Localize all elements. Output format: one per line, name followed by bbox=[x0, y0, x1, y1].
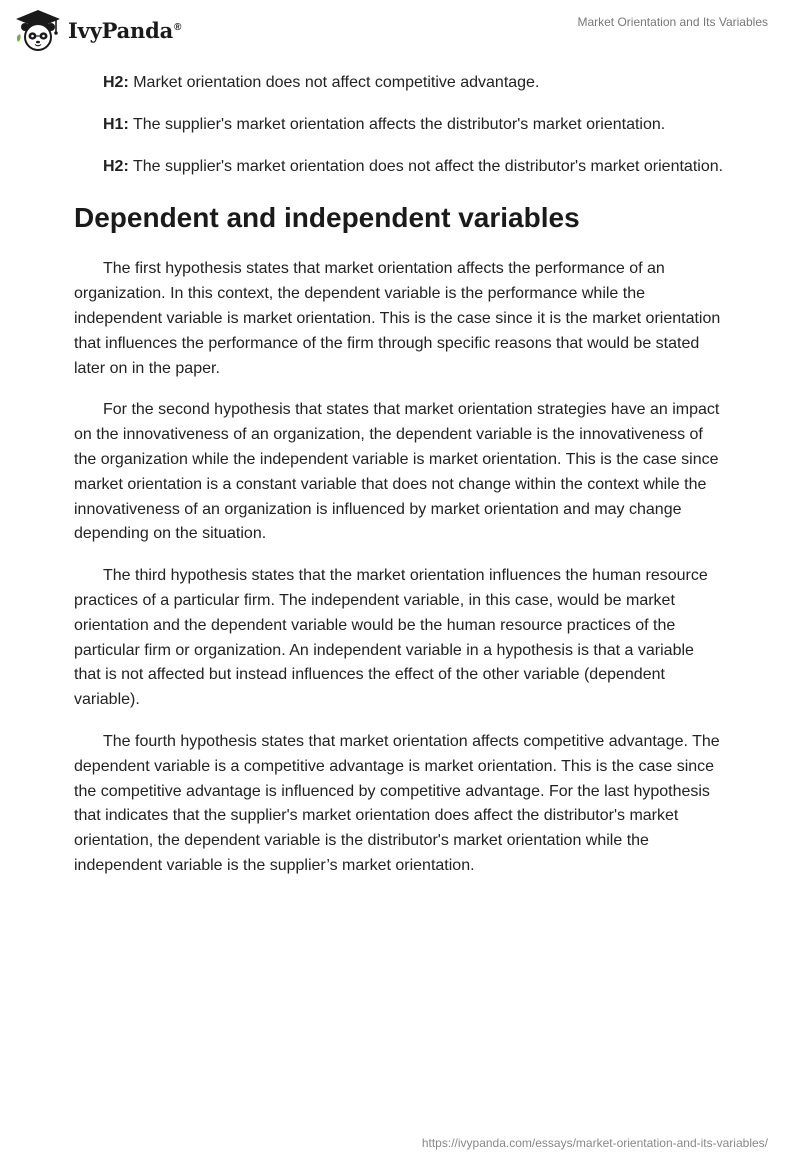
essay-content bbox=[74, 71, 724, 896]
hypothesis-label: H1: bbox=[103, 115, 129, 133]
body-paragraph: The fourth hypothesis states that market orientation affects competitive advantage. The dependent variable is a competitive advantage is market orientation. This is the case since the competitive advantage is influenced by competitive advantage. For the last hypothesis that indicates that the supplier's market orientation does affect the distributor's market orientation, the dependent variable is the distributor's market orientation while the independent variable is the supplier’s market orientation. bbox=[74, 732, 720, 874]
section-heading: Dependent and independent variables bbox=[74, 202, 580, 234]
hypothesis-line bbox=[74, 113, 724, 138]
registered-mark: ® bbox=[174, 21, 182, 33]
body-paragraph: The third hypothesis states that the market orientation influences the human resource practices of a particular firm. The independent variable, in this case, would be market orientation and the dependent variable would be the human resource practices of the particular firm or organization. An independent variable in a hypothesis is that a variable that is not affected but instead influences the effect of the other variable (dependent variable). bbox=[74, 567, 708, 709]
body-paragraph: The first hypothesis states that market orientation affects the performance of an organization. In this context, the dependent variable is the performance while the independent variable is market orientation. This is the case since it is the market orientation that influences the performance of the firm through specific reasons that would be stated later on in the paper. bbox=[74, 260, 721, 377]
panda-graduate-icon bbox=[14, 8, 62, 52]
ivypanda-logo[interactable] bbox=[14, 8, 181, 52]
hypothesis-text: Market orientation does not affect competitive advantage. bbox=[128, 74, 540, 91]
hypothesis-line bbox=[74, 155, 724, 180]
body-paragraph: For the second hypothesis that states that market orientation strategies have an impact on the innovativeness of an organization, the dependent variable is the innovativeness of the organization while the independent variable is market orientation. This is the case since market orientation is a constant variable that does not change within the context while the innovativeness of an organization is influenced by market orientation and may change depending on the situation. bbox=[74, 401, 720, 543]
document-title: Market Orientation and Its Variables bbox=[577, 15, 768, 29]
hypothesis-text: The supplier's market orientation does not affect the distributor's market orientation. bbox=[128, 157, 724, 175]
page-header bbox=[0, 0, 800, 60]
logo-wordmark: IvyPanda® bbox=[68, 17, 182, 43]
hypothesis-line bbox=[74, 71, 724, 96]
hypothesis-label: H2: bbox=[103, 74, 129, 91]
hypothesis-text: The supplier's market orientation affects the distributor's market orientation. bbox=[128, 115, 666, 133]
hypothesis-label: H2: bbox=[103, 157, 129, 175]
source-url-link[interactable]: https://ivypanda.com/essays/market-orientation-and-its-variables/ bbox=[421, 1136, 768, 1150]
